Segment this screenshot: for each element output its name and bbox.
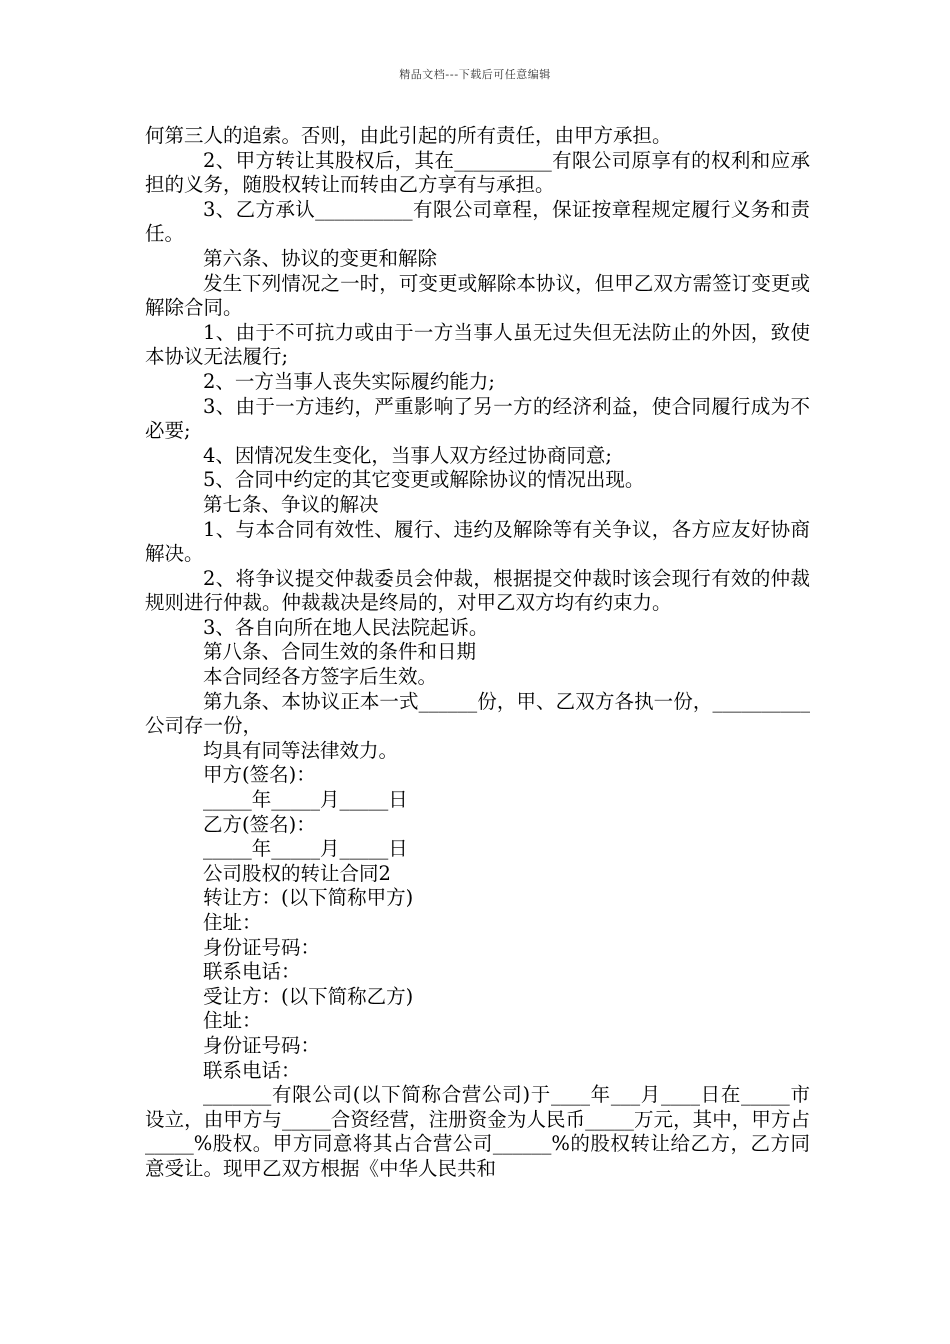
paragraph: 均具有同等法律效力。	[203, 738, 399, 762]
page-header: 精品文档---下载后可任意编辑	[399, 68, 551, 81]
paragraph: 4、因情况发生变化，当事人双方经过协商同意;	[203, 443, 612, 467]
paragraph: 何第三人的追索。否则，由此引起的所有责任，由甲方承担。	[145, 124, 672, 147]
paragraph: 甲方(签名)：	[203, 763, 316, 787]
paragraph: 2、将争议提交仲裁委员会仲裁，根据提交仲裁时该会现行有效的仲裁规则进行仲裁。仲裁裁决是终局的，对甲乙双方均有约束力。	[145, 566, 810, 615]
paragraph: 3、乙方承认__________有限公司章程，保证按章程规定履行义务和责任。	[145, 197, 810, 246]
paragraph: 3、由于一方违约，严重影响了另一方的经济利益，使合同履行成为不必要;	[145, 394, 810, 443]
paragraph: 第八条、合同生效的条件和日期	[203, 640, 477, 664]
paragraph: 公司股权的转让合同2	[203, 861, 391, 885]
paragraph: 联系电话：	[203, 1058, 301, 1082]
paragraph: 身份证号码：	[203, 1033, 321, 1057]
paragraph: 转让方：(以下简称甲方)	[203, 886, 414, 910]
document-body	[145, 124, 810, 1182]
paragraph: 2、一方当事人丧失实际履约能力;	[203, 369, 495, 393]
paragraph: 本合同经各方签字后生效。	[203, 665, 438, 689]
paragraph: 受让方：(以下简称乙方)	[203, 984, 414, 1008]
paragraph: _____年_____月_____日	[203, 837, 408, 861]
paragraph: _______有限公司(以下简称合营公司)于____年___月____日在_____市设立，由甲方与_____合资经营，注册资金为人民币_____万元，其中，甲方占_____%股权。甲方同意将其占合营公司______%的股权转让给乙方，乙方同意受让。现甲乙双方根据《中华人民共和	[145, 1083, 810, 1180]
paragraph: 1、由于不可抗力或由于一方当事人虽无过失但无法防止的外因，致使本协议无法履行;	[145, 320, 810, 369]
paragraph: 发生下列情况之一时，可变更或解除本协议，但甲乙双方需签订变更或解除合同。	[145, 271, 810, 320]
paragraph: 第七条、争议的解决	[203, 492, 379, 516]
paragraph: 联系电话：	[203, 960, 301, 984]
paragraph: 2、甲方转让其股权后，其在__________有限公司原享有的权利和应承担的义务，随股权转让而转由乙方享有与承担。	[145, 148, 810, 197]
paragraph: 第九条、本协议正本一式______份，甲、乙双方各执一份，__________公司存一份，	[145, 689, 810, 738]
paragraph: 住址：	[203, 1009, 262, 1033]
paragraph: 乙方(签名)：	[203, 812, 316, 836]
paragraph: _____年_____月_____日	[203, 788, 408, 812]
paragraph: 第六条、协议的变更和解除	[203, 246, 438, 270]
paragraph: 1、与本合同有效性、履行、违约及解除等有关争议，各方应友好协商解决。	[145, 517, 810, 566]
paragraph: 5、合同中约定的其它变更或解除协议的情况出现。	[203, 468, 645, 492]
paragraph: 3、各自向所在地人民法院起诉。	[203, 615, 489, 639]
paragraph: 住址：	[203, 911, 262, 934]
paragraph: 身份证号码：	[203, 935, 321, 959]
